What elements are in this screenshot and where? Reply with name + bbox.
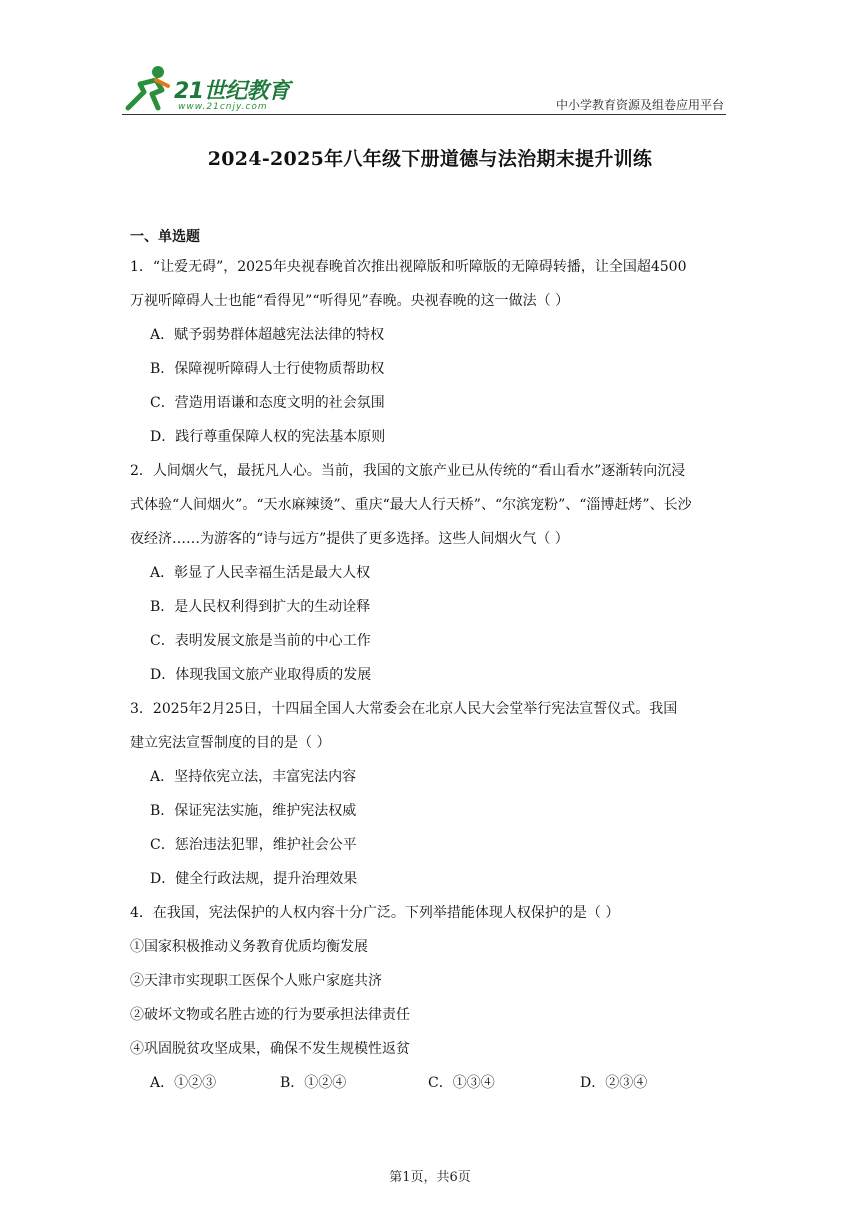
logo [122,64,302,114]
option-d: D．体现我国文旅产业取得质的发展 [150,667,372,683]
option-a: A．坚持依宪立法，丰富宪法内容 [150,769,357,785]
logo-url: www.21cnjy.com [178,102,268,112]
question-2 [130,454,730,692]
page-title: 2024-2025年八年级下册道德与法治期末提升训练 [207,148,653,170]
option-c: C．表明发展文旅是当前的中心工作 [150,633,371,649]
option-d: D．健全行政法规，提升治理效果 [150,871,358,887]
option-b: B．①②④ [280,1075,347,1091]
question-stem: 1．“让爱无碍”，2025年央视春晚首次推出视障版和听障版的无障碍转播，让全国超4500 [130,259,687,275]
question-stem: 夜经济……为游客的“诗与远方”提供了更多选择。这些人间烟火气（ ） [130,531,569,547]
statement-2: ②天津市实现职工医保个人账户家庭共济 [130,973,382,989]
option-c: C．营造用语谦和态度文明的社会氛围 [150,395,385,411]
question-4 [130,896,730,1100]
header-divider [122,114,726,115]
option-b: B．保障视听障碍人士行使物质帮助权 [150,361,385,377]
option-a: A．赋予弱势群体超越宪法法律的特权 [150,327,385,343]
runner-logo-icon [122,64,174,112]
page-header [122,64,726,116]
question-stem: 3．2025年2月25日，十四届全国人大常委会在北京人民大会堂举行宪法宣誓仪式。我国 [130,701,678,717]
option-a: A．①②③ [150,1075,217,1091]
section-title: 一、单选题 [130,229,200,245]
option-c: C．惩治违法犯罪，维护社会公平 [150,837,357,853]
question-1 [130,250,730,454]
statement-1: ①国家积极推动义务教育优质均衡发展 [130,939,368,955]
question-stem: 4．在我国，宪法保护的人权内容十分广泛。下列举措能体现人权保护的是（ ） [130,905,620,921]
question-stem: 建立宪法宣誓制度的目的是（ ） [130,735,331,751]
question-3 [130,692,730,896]
question-list [130,224,730,1100]
platform-name: 中小学教育资源及组卷应用平台 [555,98,724,112]
logo-text: 21世纪教育 [174,79,290,104]
option-a: A．彰显了人民幸福生活是最大人权 [150,565,371,581]
option-d: D．②③④ [580,1075,648,1091]
option-c: C．①③④ [428,1075,495,1091]
options-row [130,1066,730,1100]
option-d: D．践行尊重保障人权的宪法基本原则 [150,429,386,445]
question-stem: 式体验“人间烟火”。“天水麻辣烫”、重庆“最大人行天桥”、“尔滨宠粉”、“淄博赶烤”、长沙 [130,497,692,513]
option-b: B．保证宪法实施，维护宪法权威 [150,803,357,819]
statement-4: ④巩固脱贫攻坚成果，确保不发生规模性返贫 [130,1041,410,1057]
page-footer: 第1页，共6页 [389,1170,471,1185]
question-stem: 万视听障碍人士也能“看得见”“听得见”春晚。央视春晚的这一做法（ ） [130,293,570,309]
statement-3: ②破坏文物或名胜古迹的行为要承担法律责任 [130,1007,410,1023]
option-b: B．是人民权利得到扩大的生动诠释 [150,599,371,615]
question-stem: 2．人间烟火气，最抚凡人心。当前，我国的文旅产业已从传统的“看山看水”逐渐转向沉浸 [130,463,686,479]
